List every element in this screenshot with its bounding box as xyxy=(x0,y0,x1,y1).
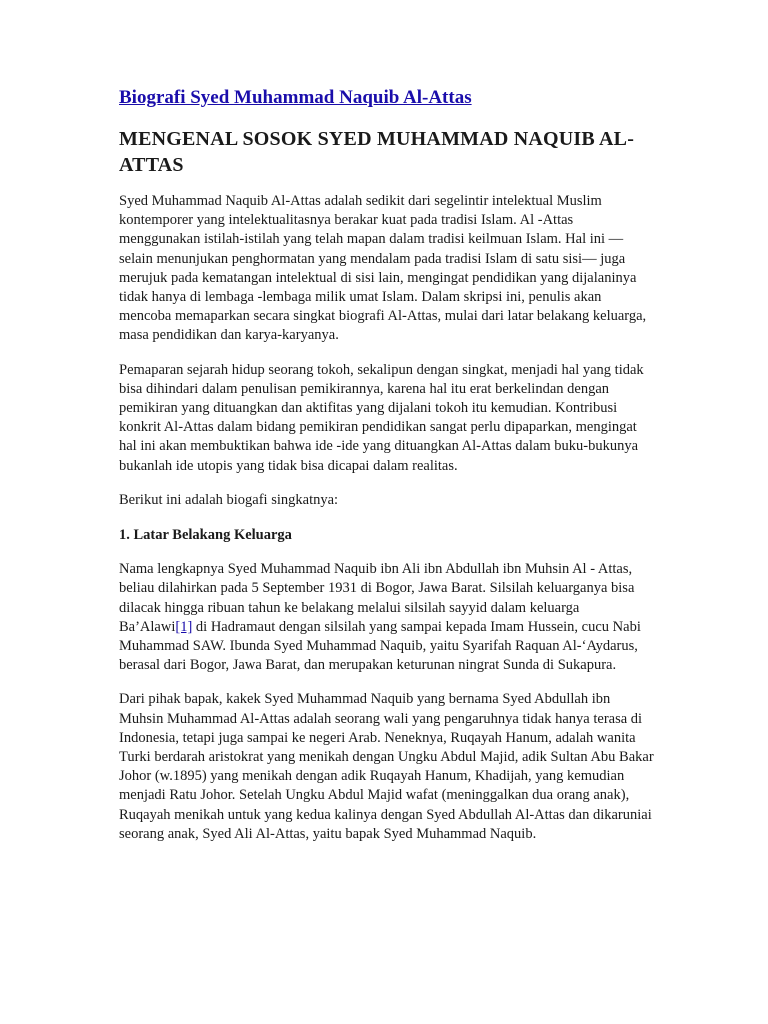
intro-paragraph: Syed Muhammad Naquib Al-Attas adalah sedikit dari segelintir intelektual Muslim kontemporer yang intelektualitasnya berakar kuat pada tradisi Islam. Al -Attas menggunakan istilah-istilah yang telah mapan dalam tradisi keilmuan Islam. Hal ini —selain menunjukan penghormatan yang mendalam pada tradisi Islam di satu sisi— juga merujuk pada kematangan intelektual di sisi lain, mengingat pendidikan yang dijalaninya tidak hanya di lembaga -lembaga milik umat Islam. Dalam skripsi ini, penulis akan mencoba memaparkan secara singkat biografi Al-Attas, mulai dari latar belakang keluarga, masa pendidikan dan karya-karyanya. xyxy=(119,193,647,344)
context-paragraph: Pemaparan sejarah hidup seorang tokoh, sekalipun dengan singkat, menjadi hal yang tidak bisa dihindari dalam penulisan pemikirannya, karena hal itu erat berkelindan dengan pemikiran yang dituangkan dan aktifitas yang dijalani tokoh itu kemudian. Kontribusi konkrit Al-Attas dalam bidang pemikiran pendidikan sangat perlu dipaparkan, mengingat hal ini akan membuktikan bahwa ide -ide yang dituangkan Al-Attas dalam buku-bukunya bukanlah ide utopis yang tidak bisa dicapai dalam realitas. xyxy=(119,361,644,474)
family-paragraph xyxy=(119,560,655,675)
family-paragraph-text-start: Nama lengkapnya Syed Muhammad Naquib ibn Ali ibn Abdullah ibn Muhsin Al - Attas, beliau dilahirkan pada 5 September 1931 di Bogor, Jawa Barat. Silsilah keluarganya bisa dilacak hingga ribuan tahun ke belakang melalui silsilah sayyid dalam keluarga Ba’Alawi xyxy=(119,561,635,635)
footnote-link-1[interactable]: [1] xyxy=(175,618,193,635)
section-heading-family-background: 1. Latar Belakang Keluarga xyxy=(119,527,292,544)
document-page xyxy=(119,86,655,844)
biography-lead-paragraph: Berikut ini adalah biogafi singkatnya: xyxy=(119,491,339,508)
paternal-lineage-paragraph: Dari pihak bapak, kakek Syed Muhammad Naquib yang bernama Syed Abdullah ibn Muhsin Muhammad Al-Attas adalah seorang wali yang pengaruhnya tidak hanya terasa di Indonesia, tetapi juga sampai ke negeri Arab. Neneknya, Ruqayah Hanum, adalah wanita Turki berdarah aristokrat yang menikah dengan Ungku Abdul Majid, adik Sultan Abu Bakar Johor (w.1895) yang menikah dengan adik Ruqayah Hanum, Khadijah, yang kemudian menjadi Ratu Johor. Setelah Ungku Abdul Majid wafat (meninggalkan dua orang anak), Ruqayah menikah untuk yang kedua kalinya dengan Syed Abdullah Al-Attas dan dikaruniai seorang anak, Syed Ali Al-Attas, yaitu bapak Syed Muhammad Naquib. xyxy=(119,691,654,842)
page-title: MENGENAL SOSOK SYED MUHAMMAD NAQUIB AL-ATTAS xyxy=(119,128,635,176)
family-paragraph-text-end: di Hadramaut dengan silsilah yang sampai kepada Imam Hussein, cucu Nabi Muhammad SAW. Ibunda Syed Muhammad Naquib, yaitu Syarifah Raquan Al-‘Aydarus, berasal dari Bogor, Jawa Barat, dan merupakan keturunan ningrat Sunda di Sukapura. xyxy=(119,618,641,674)
title-link[interactable]: Biografi Syed Muhammad Naquib Al-Attas xyxy=(119,87,472,108)
